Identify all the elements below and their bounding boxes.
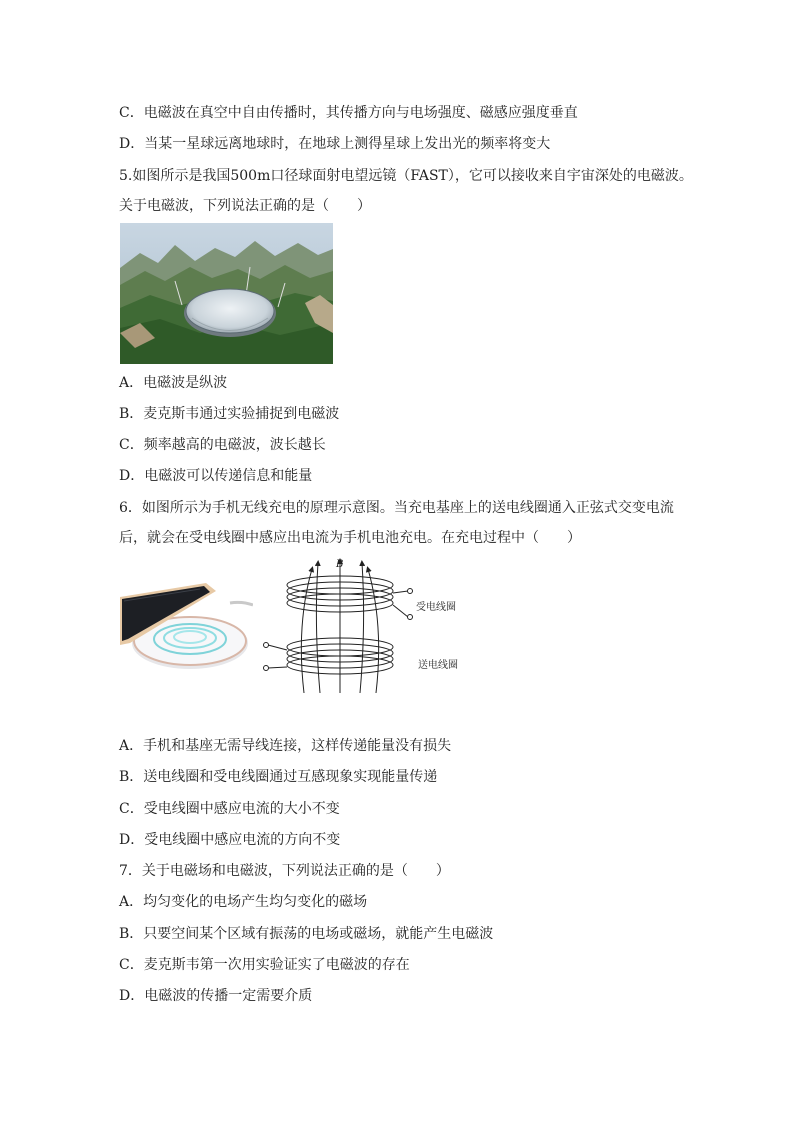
- q6-option-d: D．受电线圈中感应电流的方向不变: [119, 832, 341, 848]
- q7-option-d: D．电磁波的传播一定需要介质: [119, 988, 313, 1004]
- q5-stem-line1: 5.如图所示是我国500m口径球面射电望远镜（FAST），它可以接收来自宇宙深处的电磁波。: [119, 168, 693, 184]
- q7-option-a: A．均匀变化的电场产生均匀变化的磁场: [119, 894, 368, 910]
- q7-stem: 7．关于电磁场和电磁波，下列说法正确的是（ ）: [119, 863, 450, 879]
- fast-telescope-photo: [120, 223, 333, 364]
- q6-option-b: B．送电线圈和受电线圈通过互感现象实现能量传递: [119, 769, 438, 785]
- q7-option-b: B．只要空间某个区域有振荡的电场或磁场，就能产生电磁波: [119, 926, 494, 942]
- q6-option-c: C．受电线圈中感应电流的大小不变: [119, 801, 340, 817]
- q4-option-c: C．电磁波在真空中自由传播时，其传播方向与电场强度、磁感应强度垂直: [119, 105, 578, 121]
- q5-option-d: D．电磁波可以传递信息和能量: [119, 468, 313, 484]
- receiver-coil-label: 受电线圈: [416, 602, 456, 613]
- field-label-b: B: [336, 559, 344, 570]
- q7-option-c: C．麦克斯韦第一次用实验证实了电磁波的存在: [119, 957, 410, 973]
- q5-option-b: B．麦克斯韦通过实验捕捉到电磁波: [119, 406, 340, 422]
- q6-stem-line2: 后，就会在受电线圈中感应出电流为手机电池充电。在充电过程中（ ）: [119, 530, 581, 546]
- q6-stem-line1: 6．如图所示为手机无线充电的原理示意图。当充电基座上的送电线圈通入正弦式交变电流: [119, 500, 674, 516]
- q6-option-a: A．手机和基座无需导线连接，这样传递能量没有损失: [119, 738, 452, 754]
- q5-stem-line2: 关于电磁波，下列说法正确的是（ ）: [119, 198, 371, 214]
- coil-diagram: [258, 555, 473, 695]
- sender-coil-label: 送电线圈: [418, 660, 458, 671]
- q4-option-d: D．当某一星球远离地球时，在地球上测得星球上发出光的频率将变大: [119, 136, 551, 152]
- q5-option-a: A．电磁波是纵波: [119, 375, 228, 391]
- q5-option-c: C．频率越高的电磁波，波长越长: [119, 437, 326, 453]
- phone-charger-photo: [120, 583, 253, 676]
